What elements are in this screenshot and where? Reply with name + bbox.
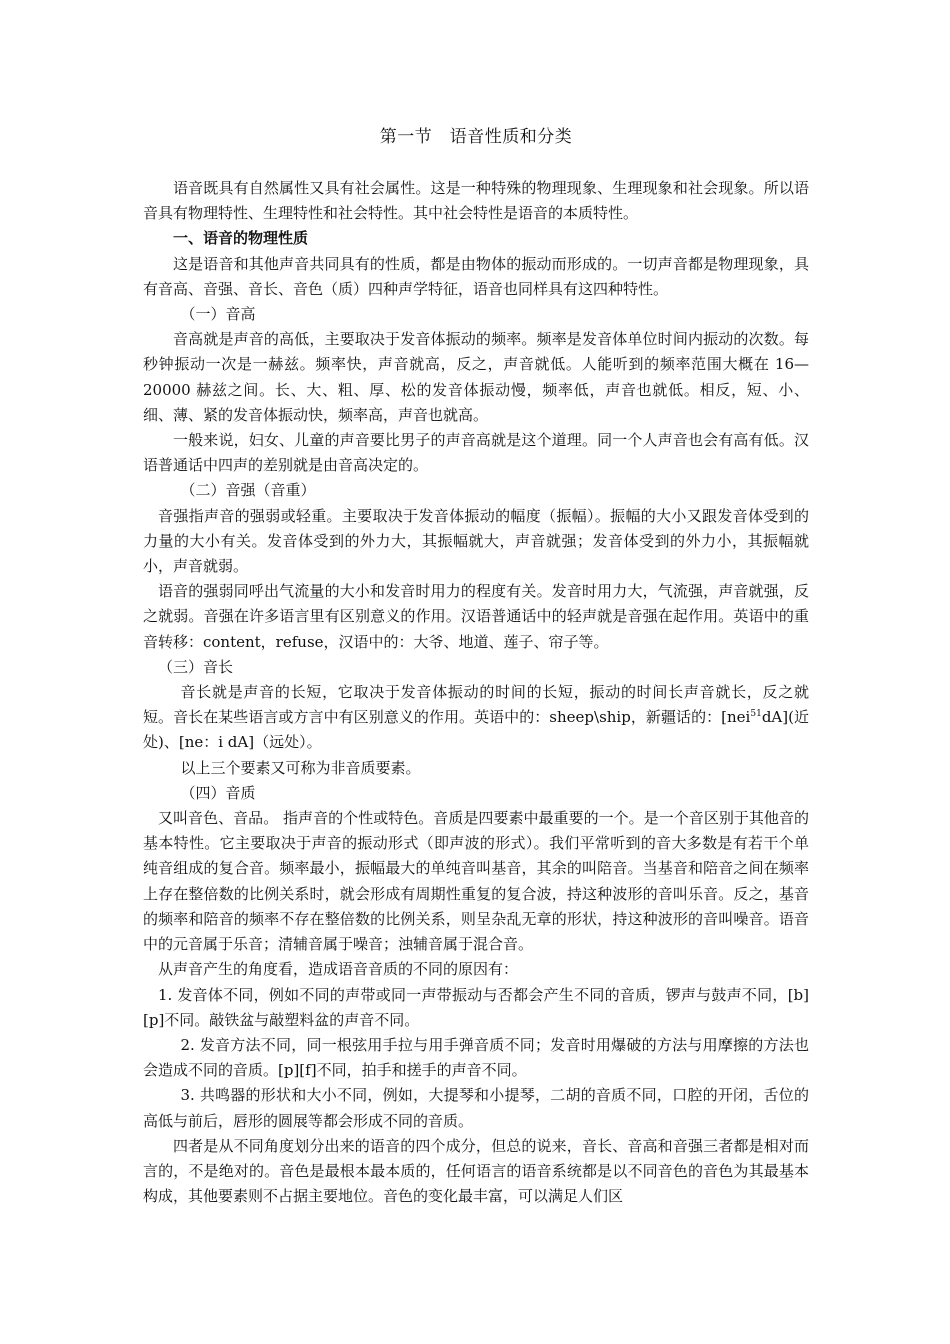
heading-physical-properties: 一、语音的物理性质: [173, 229, 309, 248]
list-item-cause-1: 1. 发音体不同，例如不同的声带或同一声带振动与否都会产生不同的音质，锣声与鼓声不同，[b][p]不同。敲铁盆与敲塑料盆的声音不同。: [143, 985, 809, 1029]
paragraph-timbre: 又叫音色、音品。 指声音的个性或特色。音质是四要素中最重要的一个。是一个音区别于其他音的基本特性。它主要取决于声音的振动形式（即声波的形式）。我们平常听到的音大多数是有若干个单纯音组成的复合音。频率最小，振幅最大的单纯音叫基音，其余的叫陪音。当基音和陪音之间在频率上存在整倍数的比例关系时，就会形成有周期性重复的复合波，持这种波形的音叫乐音。反之，基音的频率和陪音的频率不存在整倍数的比例关系，则呈杂乱无章的形状，持这种波形的音叫噪音。语音中的元音属于乐音；清辅音属于噪音；浊辅音属于混合音。: [143, 809, 809, 954]
tone-superscript: 51: [750, 709, 762, 720]
subheading-length: （三）音长: [158, 657, 234, 676]
subheading-timbre: （四）音质: [180, 783, 256, 802]
list-item-cause-3: 3. 共鸣器的形状和大小不同，例如，大提琴和小提琴，二胡的音质不同，口腔的开闭，舌位的高低与前后，唇形的圆展等都会形成不同的音质。: [143, 1086, 809, 1130]
document-body: [143, 122, 809, 1209]
paragraph-pitch: 音高就是声音的高低，主要取决于发音体振动的频率。频率是发音体单位时间内振动的次数。每秒钟振动一次是一赫兹。频率快，声音就高，反之，声音就低。人能听到的频率范围大概在 16—20000 赫兹之间。长、大、粗、厚、松的发音体振动慢，频率低，声音也就低。相反，短、小、细、薄、紧的发音体振动快，频率高，声音也就高。: [143, 330, 809, 424]
paragraph-length-text: 音长就是声音的长短，它取决于发音体振动的时间的长短，振动的时间长声音就长，反之就短。音长在某些语言或方言中有区别意义的作用。英语中的：sheep\ship，新疆话的：[nei: [143, 683, 809, 727]
paragraph-length-continued: dA](近处)、[ne：i dA]（远处）。: [143, 708, 809, 752]
subheading-pitch: （一）音高: [180, 305, 256, 324]
paragraph-causes-intro: 从声音产生的角度看，造成语音音质的不同的原因有：: [158, 960, 519, 979]
paragraph-physical: 这是语音和其他声音共同具有的性质，都是由物体的振动而形成的。一切声音都是物理现象，具有音高、音强、音长、音色（质）四种声学特征，语音也同样具有这四种特性。: [143, 254, 809, 298]
paragraph-intensity-airflow: 语音的强弱同呼出气流量的大小和发音时用力的程度有关。发音时用力大，气流强，声音就强，反之就弱。音强在许多语言里有区别意义的作用。汉语普通话中的轻声就是音强在起作用。英语中的重音转移：content，refuse，汉语中的：大爷、地道、莲子、帘子等。: [143, 582, 809, 651]
paragraph-intro: 语音既具有自然属性又具有社会属性。这是一种特殊的物理现象、生理现象和社会现象。所以语音具有物理特性、生理特性和社会特性。其中社会特性是语音的本质特性。: [143, 179, 809, 223]
paragraph-length: [143, 680, 809, 756]
paragraph-intensity: 音强指声音的强弱或轻重。主要取决于发音体振动的幅度（振幅）。振幅的大小又跟发音体受到的力量的大小有关。发音体受到的外力大，其振幅就大，声音就强；发音体受到的外力小，其振幅就小，声音就弱。: [143, 506, 809, 576]
paragraph-summary: 四者是从不同角度划分出来的语音的四个成分，但总的说来，音长、音高和音强三者都是相对而言的，不是绝对的。音色是最根本最本质的，任何语言的语音系统都是以不同音色的音色为其最基本构成，其他要素则不占据主要地位。音色的变化最丰富，可以满足人们区: [143, 1136, 809, 1206]
paragraph-non-quality: 以上三个要素又可称为非音质要素。: [180, 758, 421, 777]
list-item-cause-2: 2. 发音方法不同，同一根弦用手拉与用手弹音质不同；发音时用爆破的方法与用摩擦的方法也会造成不同的音质。[p][f]不同，拍手和搓手的声音不同。: [143, 1035, 809, 1080]
section-title: 第一节 语音性质和分类: [379, 127, 573, 147]
subheading-intensity: （二）音强（音重）: [180, 481, 316, 500]
paragraph-pitch-example: 一般来说，妇女、儿童的声音要比男子的声音高就是这个道理。同一个人声音也会有高有低。汉语普通话中四声的差别就是由音高决定的。: [143, 431, 809, 475]
